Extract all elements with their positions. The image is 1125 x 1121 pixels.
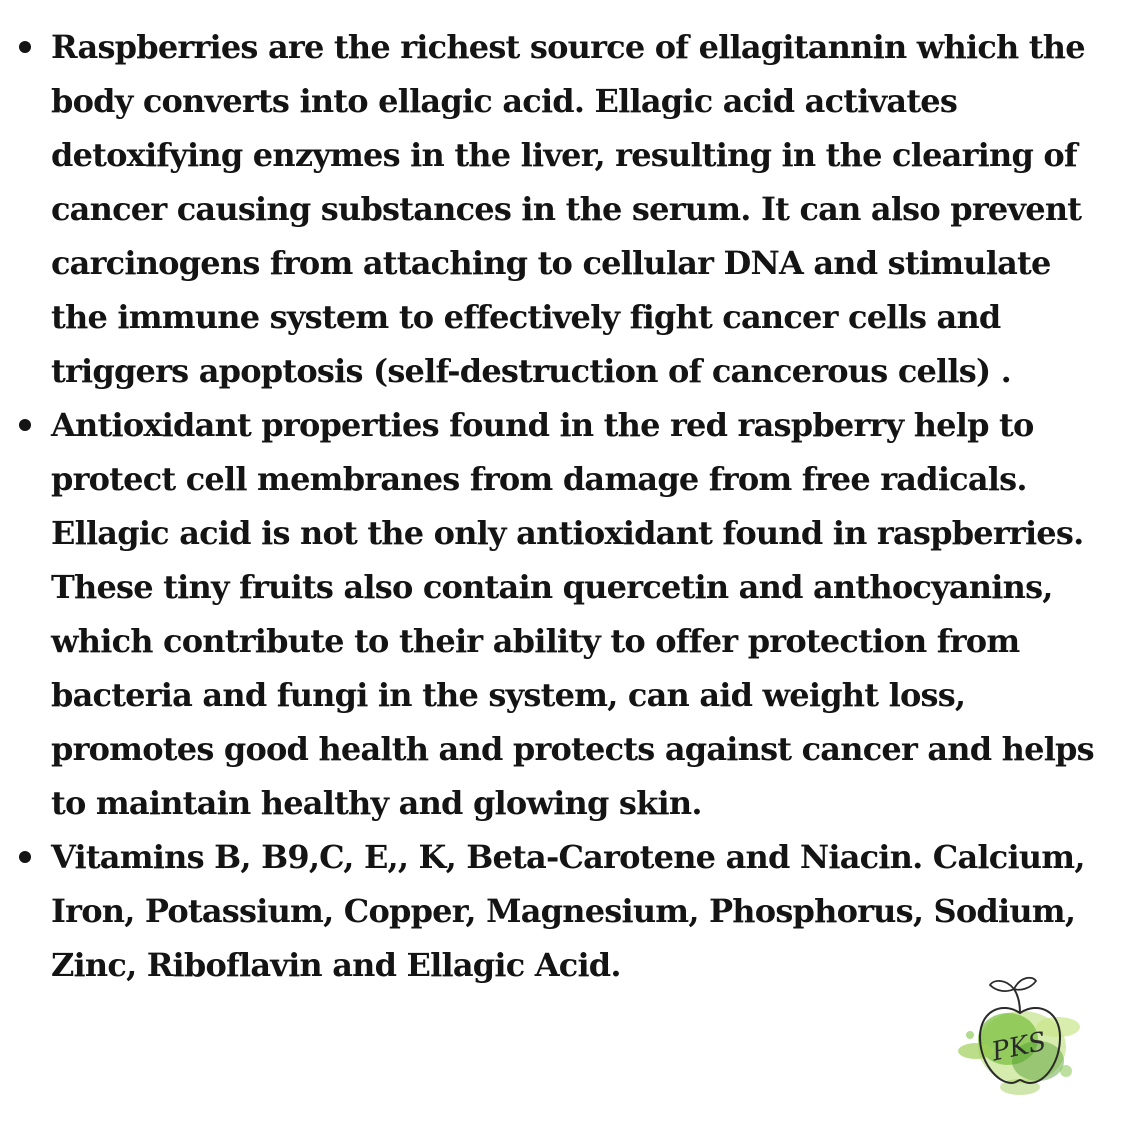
bullet-text: Antioxidant properties found in the red raspberry help to protect cell membranes from damage from free radicals. Ellagic acid is not the only antioxidant found in raspberries. These tiny fruits also contain quercetin and anthocyanins, which contribute to their ability to offer protection from bacteria and fungi in the system, can aid weight loss, promotes good health and protects against cancer and helps to maintain healthy and glowing skin. bbox=[51, 406, 1094, 822]
sprout-apple-logo-icon bbox=[950, 965, 1090, 1105]
bullet-text: Raspberries are the richest source of ellagitannin which the body converts into ellagic acid. Ellagic acid activates detoxifying enzymes in the liver, resulting in the clearing of cancer causing substances in the serum. It can also prevent carcinogens from attaching to cellular DNA and stimulate the immune system to effectively fight cancer cells and triggers apoptosis (self-destruction of cancerous cells) . bbox=[51, 28, 1085, 390]
nutrition-facts-list bbox=[0, 20, 1125, 992]
logo-monogram: PKS bbox=[989, 1026, 1050, 1068]
bullet-text: Vitamins B, B9,C, E,, K, Beta-Carotene and Niacin. Calcium, Iron, Potassium, Copper, Magnesium, Phosphorus, Sodium, Zinc, Riboflavin and Ellagic Acid. bbox=[51, 838, 1085, 984]
bullet-icon bbox=[19, 41, 31, 53]
bullet-icon bbox=[19, 419, 31, 431]
list-item bbox=[0, 20, 1125, 398]
bullet-icon bbox=[19, 851, 31, 863]
list-item bbox=[0, 398, 1125, 830]
